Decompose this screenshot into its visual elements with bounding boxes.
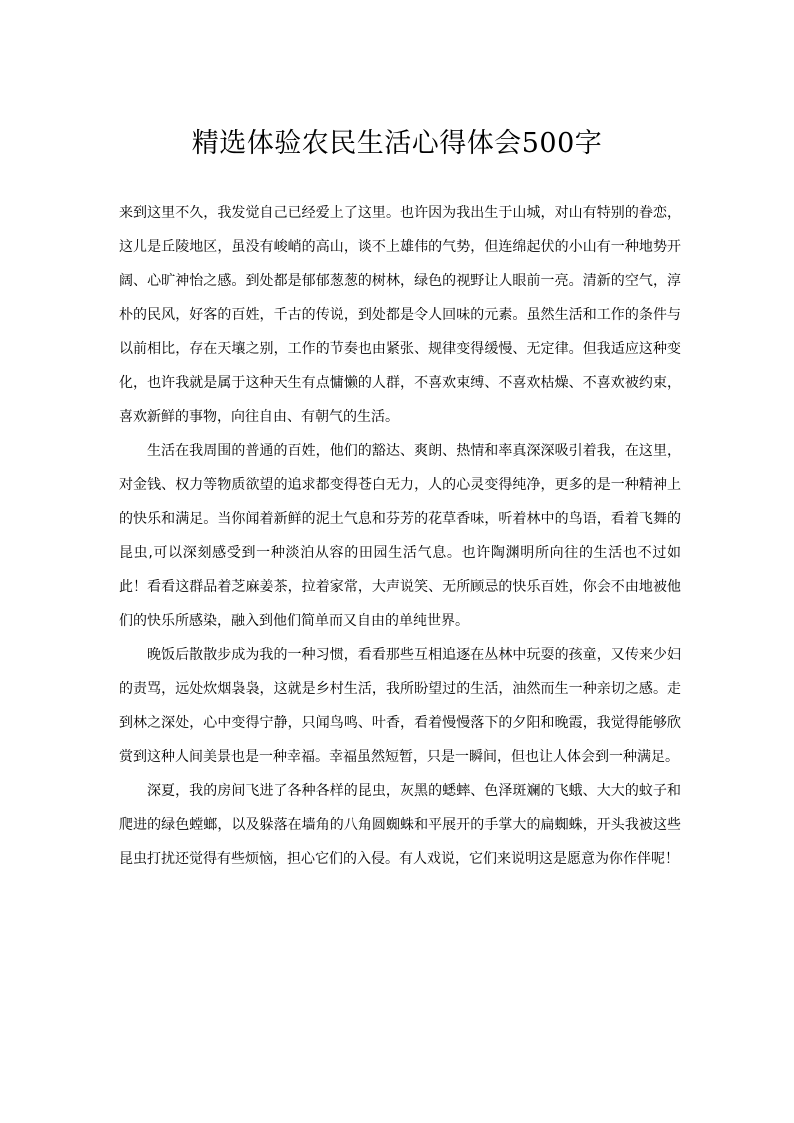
paragraph-3: 晚饭后散散步成为我的一种习惯，看看那些互相追逐在丛林中玩耍的孩童，又传来少妇的责骂，远处炊烟袅袅，这就是乡村生活，我所盼望过的生活，油然而生一种亲切之感。走到林之深处，心中变得宁静，只闻鸟鸣、叶香，看着慢慢落下的夕阳和晚霞，我觉得能够欣赏到这种人间美景也是一种幸福。幸福虽然短暂，只是一瞬间，但也让人体会到一种满足。 [119, 647, 681, 765]
paragraph-2: 生活在我周围的普通的百姓，他们的豁达、爽朗、热情和率真深深吸引着我，在这里，对金钱、权力等物质欲望的追求都变得苍白无力，人的心灵变得纯净，更多的是一种精神上的快乐和满足。当你闻着新鲜的泥土气息和芬芳的花草香味，听着林中的鸟语，看着飞舞的昆虫,可以深刻感受到一种淡泊从容的田园生活气息。也许陶渊明所向往的生活也不过如此！看看这群品着芝麻姜茶，拉着家常，大声说笑、无所顾忌的快乐百姓，你会不由地被他们的快乐所感染，融入到他们简单而又自由的单纯世界。 [119, 443, 681, 629]
paragraph-1: 来到这里不久，我发觉自己已经爱上了这里。也许因为我出生于山城，对山有特别的眷恋，这儿是丘陵地区，虽没有峻峭的高山，谈不上雄伟的气势，但连绵起伏的小山有一种地势开阔、心旷神怡之感。到处都是郁郁葱葱的树林，绿色的视野让人眼前一亮。清新的空气，淳朴的民风，好客的百姓，千古的传说，到处都是令人回味的元素。虽然生活和工作的条件与以前相比，存在天壤之别，工作的节奏也由紧张、规律变得缓慢、无定律。但我适应这种变化，也许我就是属于这种天生有点慵懒的人群，不喜欢束缚、不喜欢枯燥、不喜欢被约束，喜欢新鲜的事物，向往自由、有朝气的生活。 [119, 205, 681, 425]
document-body [119, 196, 681, 876]
paragraph-4: 深夏，我的房间飞进了各种各样的昆虫，灰黑的蟋蟀、色泽斑斓的飞蛾、大大的蚊子和爬进的绿色螳螂，以及躲落在墙角的八角圆蜘蛛和平展开的手掌大的扁蜘蛛，开头我被这些昆虫打扰还觉得有些烦恼，担心它们的入侵。有人戏说，它们来说明这是愿意为你作伴呢！ [119, 783, 681, 867]
document-title: 精选体验农民生活心得体会500字 [191, 128, 603, 159]
